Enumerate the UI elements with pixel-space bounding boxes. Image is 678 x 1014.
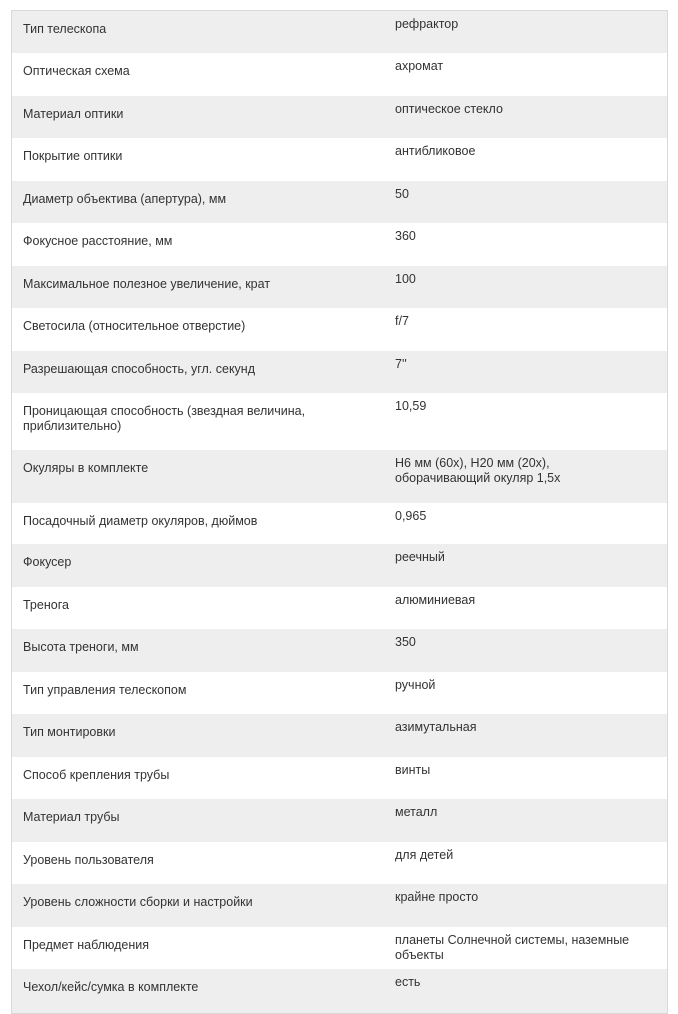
spec-value: крайне просто: [379, 884, 668, 927]
spec-label: Проницающая способность (звездная величина, приблизительно): [12, 393, 380, 450]
spec-row: [12, 223, 668, 266]
spec-label: Максимальное полезное увеличение, крат: [12, 266, 380, 308]
spec-value: 7'': [379, 351, 668, 393]
spec-label: Светосила (относительное отверстие): [12, 308, 380, 351]
spec-row: [12, 842, 668, 884]
spec-value: азимутальная: [379, 714, 668, 757]
spec-label: Покрытие оптики: [12, 138, 380, 181]
spec-value: планеты Солнечной системы, наземные объекты: [379, 927, 668, 969]
spec-value: антибликовое: [379, 138, 668, 181]
spec-label: Уровень пользователя: [12, 842, 380, 884]
spec-row: [12, 714, 668, 757]
spec-row: [12, 393, 668, 450]
spec-label: Тип монтировки: [12, 714, 380, 757]
spec-label: Тренога: [12, 587, 380, 629]
spec-label: Тип управления телескопом: [12, 672, 380, 714]
spec-row: [12, 266, 668, 308]
spec-value: есть: [379, 969, 668, 1014]
spec-row: [12, 138, 668, 181]
spec-value: H6 мм (60x), H20 мм (20x), оборачивающий окуляр 1,5x: [379, 450, 668, 503]
spec-label: Разрешающая способность, угл. секунд: [12, 351, 380, 393]
spec-value: 50: [379, 181, 668, 223]
spec-label: Высота треноги, мм: [12, 629, 380, 672]
spec-label: Чехол/кейс/сумка в комплекте: [12, 969, 380, 1014]
spec-row: [12, 308, 668, 351]
spec-row: [12, 672, 668, 714]
spec-label: Посадочный диаметр окуляров, дюймов: [12, 503, 380, 544]
spec-value: 350: [379, 629, 668, 672]
spec-value: оптическое стекло: [379, 96, 668, 138]
spec-value: ахромат: [379, 53, 668, 96]
spec-label: Уровень сложности сборки и настройки: [12, 884, 380, 927]
spec-label: Материал трубы: [12, 799, 380, 842]
spec-row: [12, 757, 668, 799]
spec-row: [12, 544, 668, 587]
spec-value: металл: [379, 799, 668, 842]
spec-row: [12, 587, 668, 629]
spec-row: [12, 884, 668, 927]
spec-label: Оптическая схема: [12, 53, 380, 96]
spec-row: [12, 450, 668, 503]
spec-row: [12, 503, 668, 544]
spec-row: [12, 181, 668, 223]
spec-value: алюминиевая: [379, 587, 668, 629]
spec-label: Окуляры в комплекте: [12, 450, 380, 503]
spec-label: Тип телескопа: [12, 11, 380, 54]
spec-row: [12, 799, 668, 842]
spec-row: [12, 927, 668, 969]
spec-row: [12, 96, 668, 138]
spec-value: 100: [379, 266, 668, 308]
spec-value: реечный: [379, 544, 668, 587]
spec-value: винты: [379, 757, 668, 799]
spec-label: Фокусное расстояние, мм: [12, 223, 380, 266]
spec-value: для детей: [379, 842, 668, 884]
spec-value: рефрактор: [379, 11, 668, 54]
spec-label: Фокусер: [12, 544, 380, 587]
spec-label: Способ крепления трубы: [12, 757, 380, 799]
spec-label: Материал оптики: [12, 96, 380, 138]
specs-table: [11, 10, 668, 1014]
spec-value: 360: [379, 223, 668, 266]
spec-row: [12, 11, 668, 54]
spec-row: [12, 629, 668, 672]
spec-row: [12, 351, 668, 393]
spec-label: Предмет наблюдения: [12, 927, 380, 969]
spec-value: 0,965: [379, 503, 668, 544]
spec-value: f/7: [379, 308, 668, 351]
spec-value: ручной: [379, 672, 668, 714]
spec-value: 10,59: [379, 393, 668, 450]
spec-row: [12, 53, 668, 96]
spec-label: Диаметр объектива (апертура), мм: [12, 181, 380, 223]
spec-row: [12, 969, 668, 1014]
